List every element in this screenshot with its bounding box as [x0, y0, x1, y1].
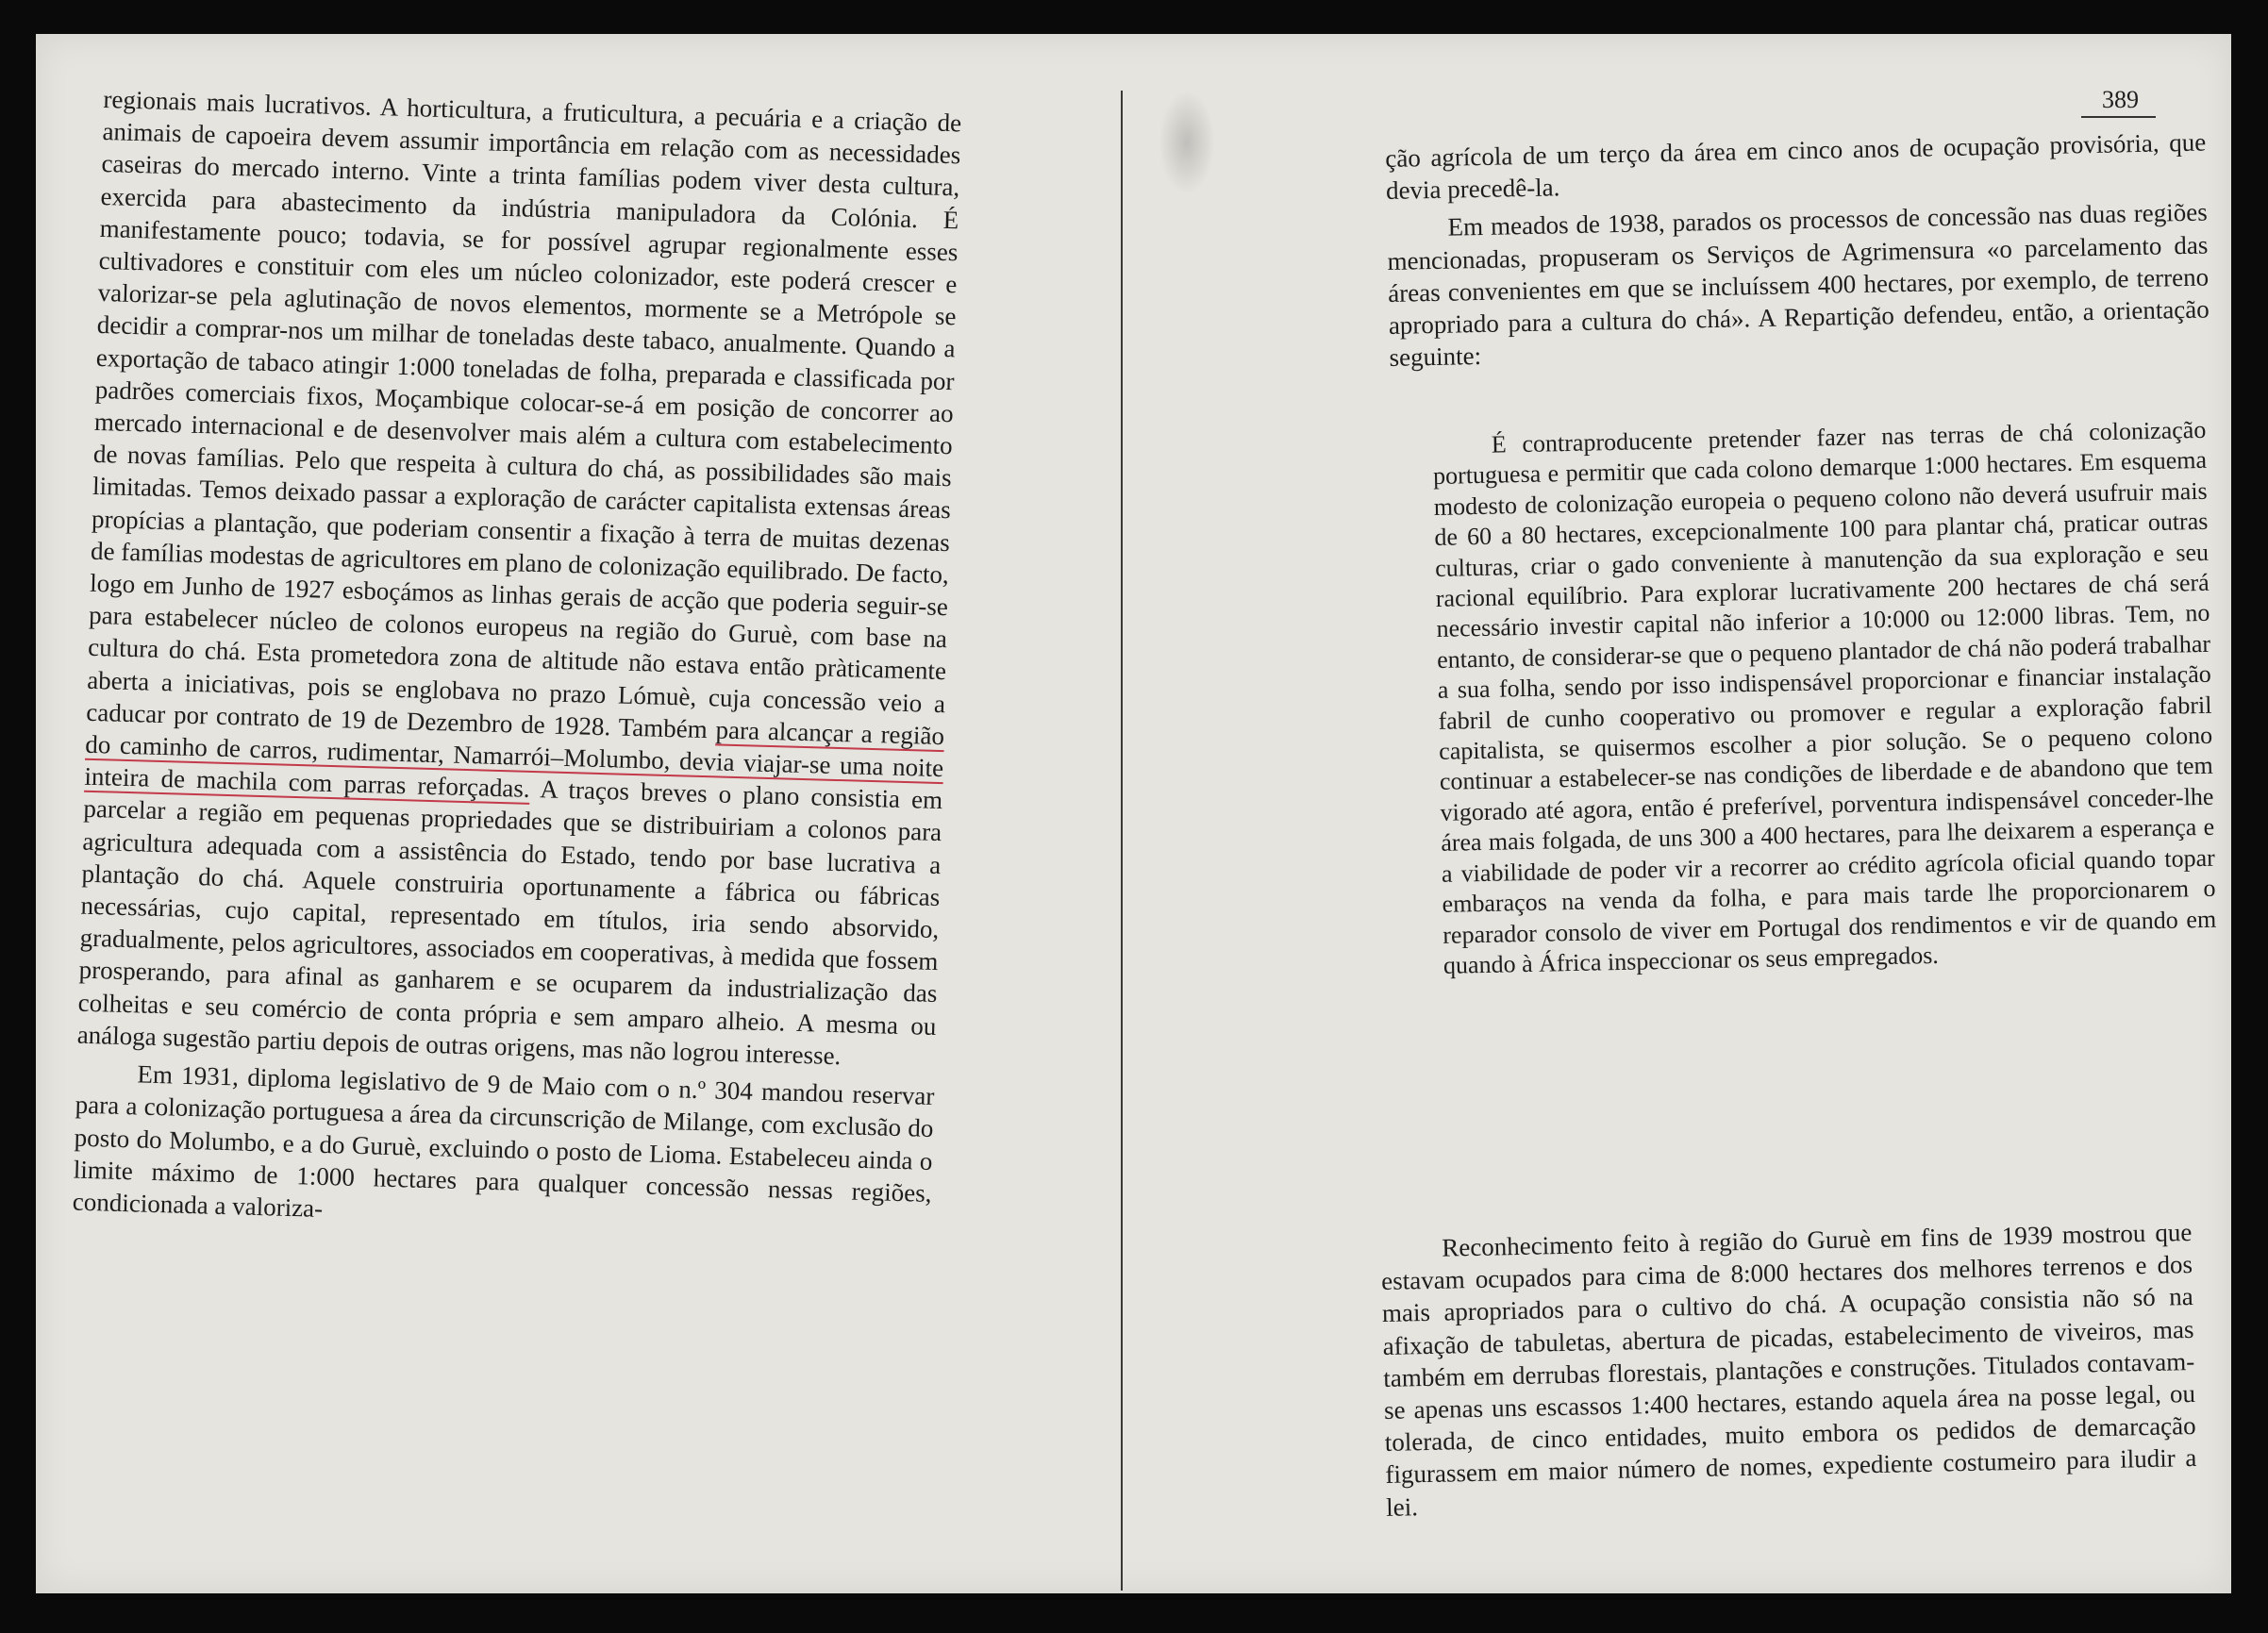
left-paragraph-1-end: A traços breves o plano consistia em parcelar a região em pequenas propriedades que se distribuiriam a colonos para agricultura adequada com a assistência do Estado, tendo por base lucrativa a plantação do chá. Aquele construiria oportunamente a fábrica ou fábricas necessárias, cujo capital, representado em títulos, iria sendo absorvido, gradualmente, pelos agricultores, associados em cooperativas, à medida que fossem prosperando, para afinal as ganharem e se ocuparem da industrialização das colheitas e seu comércio de conta própria e sem amparo alheio. A mesma ou análoga sugestão partiu depois de outras origens, mas não logrou interesse. — [76, 775, 943, 1071]
quote-text: É contraproducente pretender fazer nas terras de chá colonização portuguesa e permitir que cada colono demarque 1:000 hectares. Em esquema modesto de colonização europeia o pequeno colono não deverá usufruir mais de 60 a 80 hectares, excepcionalmente 100 para plantar chá, praticar outras culturas, criar o gado conveniente à manutenção da sua exploração e seu racional equilíbrio. Para explorar lucrativamente 200 hectares de chá será necessário investir capital não inferior a 10:000 ou 12:000 libras. Tem, no entanto, de considerar-se que o pequeno plantador de chá não poderá trabalhar a sua folha, sendo por isso indispensável proporcionar e financiar instalação fabril de cunho cooperativo ou promover e regular a exploração fabril capitalista, se quisermos escolher a pior solução. Se o pequeno colono continuar a estabelecer-se nas condições de liberdade e de abandono que tem vigorado até agora, então é preferível, porventura indispensável conceder-lhe área mais folgada, de uns 300 a 400 hectares, para lhe deixarem a esperança e a viabilidade de poder vir a recorrer ao crédito agrícola oficial quando topar embaraços na venda da folha, e para mais tarde lhe proporcionarem o reparador consolo de viver em Portugal dos rendimentos e vir de quando em quando à África inspeccionar os seus empregados. — [1432, 415, 2217, 979]
book-spread — [36, 34, 2231, 1593]
left-paragraph-1 — [76, 83, 961, 1075]
right-paragraph-2: Em meados de 1938, parados os processos de concessão nas duas regiões mencionadas, propuseram os Serviços de Agrimensura «o parcelamento das áreas convenientes em que se incluíssem 400 hectares, por exemplo, de terreno apropriado para a cultura do chá». A Repartição defendeu, então, a orientação seguinte: — [1387, 197, 2210, 373]
right-page-text-top — [1385, 126, 2210, 375]
right-page-text-bottom — [1380, 1210, 2197, 1524]
left-page-text — [72, 83, 961, 1241]
left-paragraph-1-start: regionais mais lucrativos. A horticultura, a fruticultura, a pecuária e a criação de animais de capoeira devem assumir importância em relação com as necessidades caseiras do mercado interno. Vinte a trinta famílias podem viver desta cultura, exercida para abastecimento da indústria manipuladora da Colónia. É manifestamente pouco; todavia, se for possível agrupar regionalmente esses cultivadores e constituir com eles um núcleo colonizador, este poderá crescer e valorizar-se pela aglutinação de novos elementos, mormente se a Metrópole se decidir a comprar-nos um milhar de toneladas deste tabaco, anualmente. Quando a exportação de tabaco atingir 1:000 toneladas de folha, preparada e classificada por padrões comerciais fixos, Moçambique colocar-se-á em posição de concorrer ao mercado internacional e de desenvolver mais além a cultura com estabelecimento de novas famílias. Pelo que respeita à cultura do chá, as possibilidades são mais limitadas. Temos deixado passar a exploração de carácter capitalista extensas áreas propícias a plantação, que poderiam consentir a fixação à terra de muitas dezenas de famílias modestas de agricultores em plano de colonização equilibrado. De facto, logo em Junho de 1927 esboçámos as linhas gerais de acção que poderia seguir-se para estabelecer núcleo de colonos europeus na região do Guruè, com base na cultura do chá. Esta prometedora zona de altitude não estava então pràticamente aberta a iniciativas, pois se englobava no prazo Lómuè, cuja concessão veio a caducar por contrato de 19 de Dezembro de 1928. Também — [85, 84, 962, 743]
right-paragraph-3: Reconhecimento feito à região do Guruè em fins de 1939 mostrou que estavam ocupados para cima de 8:000 hectares dos melhores terrenos e dos mais apropriados para o cultivo do chá. A ocupação consistia não só na afixação de tabuletas, abertura de picadas, estabelecimento de viveiros, mas também em derrubas florestais, plantações e construções. Titulados contavam-se apenas uns escassos 1:400 hectares, estando aquela área na posse legal, ou tolerada, de cinco entidades, muito embora os pedidos de demarcação figurassem em maior número de nomes, expediente costumeiro para iludir a lei. — [1380, 1217, 2197, 1522]
right-page — [1130, 34, 2231, 1593]
underlined-passage: para alcançar a região do caminho de carros, rudimentar, Namarrói–Molumbo, devia viajar-se uma noite inteira de machila com parras reforçadas. — [84, 715, 945, 804]
block-quote — [1432, 409, 2217, 981]
gutter-line — [1121, 91, 1123, 1591]
right-paragraph-1: ção agrícola de um terço da área em cinco anos de ocupação provisória, que devia precedê-la. — [1385, 127, 2207, 206]
left-paragraph-2: Em 1931, diploma legislativo de 9 de Maio com o n.º 304 mandou reservar para a colonização portuguesa a área da circunscrição de Milange, com exclusão do posto do Molumbo, e a do Guruè, excluindo o posto de Lioma. Estabeleceu ainda o limite máximo de 1:000 hectares para qualquer concessão nessas regiões, condicionada a valoriza- — [72, 1059, 935, 1223]
left-page — [36, 34, 1130, 1593]
page-number: 389 — [2081, 86, 2156, 118]
